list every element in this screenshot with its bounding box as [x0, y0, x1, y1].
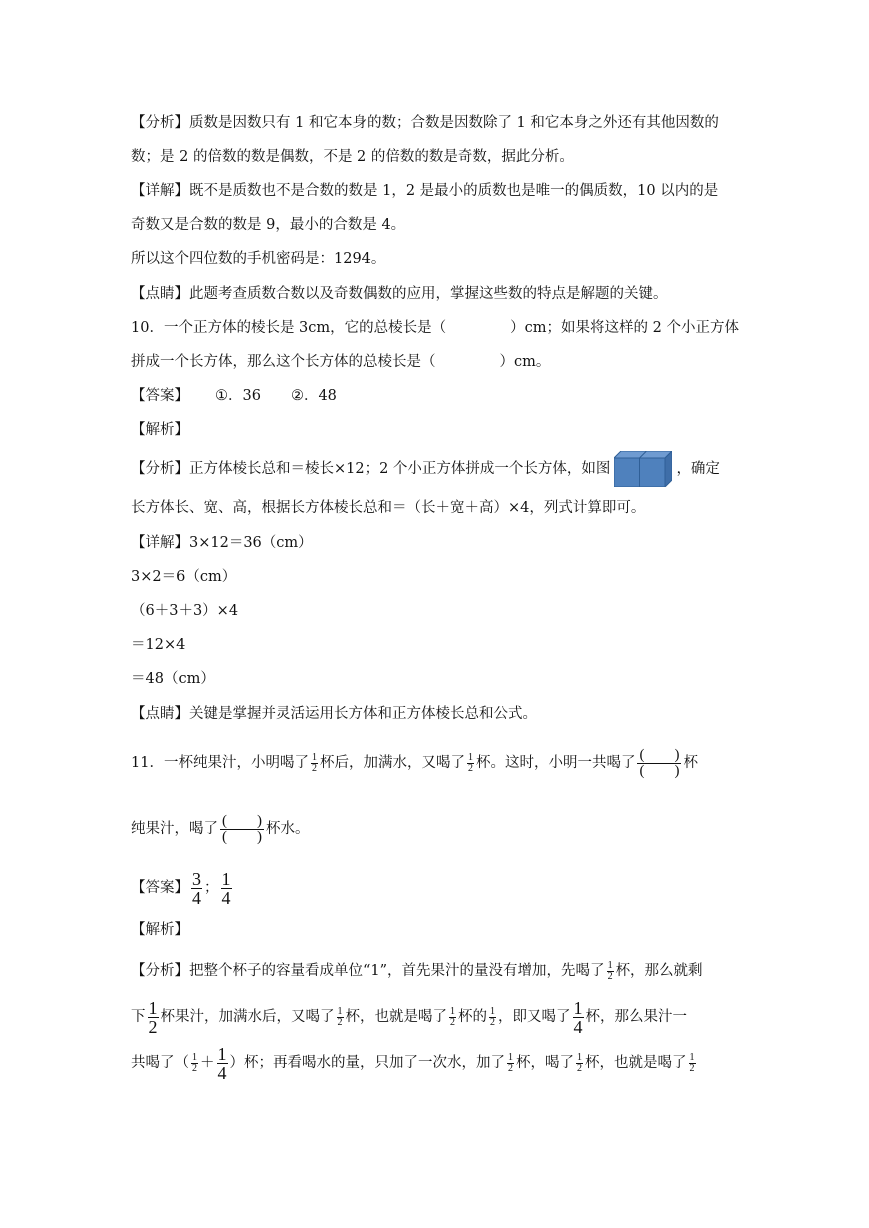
- q11-analysis-part: ，即又喝了: [498, 1009, 571, 1025]
- q10-analysis-part: 【分析】正方体棱长总和＝棱长×12；2 个小正方体拼成一个长方体，如图: [131, 461, 611, 477]
- fraction-one-half: $\frac{1}{2}$: [508, 1051, 513, 1074]
- q10-analysis-line-2: 长方体长、宽、高，根据长方体棱长总和＝（长＋宽＋高）×4，列式计算即可。: [131, 500, 646, 516]
- q11-analysis-part: 杯，那么果汁一: [585, 1009, 687, 1025]
- fraction-one-half: $\frac{1}{2}$: [311, 751, 317, 774]
- fraction-one-half: $\frac{1}{2}$: [577, 1051, 582, 1074]
- q11-analysis-line-1: [131, 954, 703, 988]
- fraction-one-half: $\frac{1}{2}$: [490, 1005, 495, 1028]
- fraction-blank: $\frac{( )}{( )}$: [222, 812, 262, 845]
- fraction-one-half: $\frac{1}{2}$: [192, 1051, 197, 1074]
- answer-label: 【答案】: [131, 880, 189, 896]
- fraction-one-half: $\frac{1}{2}$: [337, 1005, 343, 1028]
- q10-detail-line-3: （6＋3＋3）×4: [131, 603, 239, 619]
- q11-analysis-line-3: [131, 1041, 698, 1085]
- q10-analysis-part: ，确定: [676, 461, 720, 477]
- q10-stem-line-1: [131, 318, 739, 338]
- q11-analysis-part: 杯果汁，加满水后，又喝了: [160, 1009, 335, 1025]
- q9-analysis-line-1: 【分析】质数是因数只有 1 和它本身的数；合数是因数除了 1 和它本身之外还有其他因数的: [131, 115, 719, 131]
- q9-conclusion: 所以这个四位数的手机密码是：1294。: [131, 251, 386, 267]
- fraction-one-half: $\frac{1}{2}$: [450, 1005, 455, 1028]
- fraction-one-quarter-large: $\frac{1}{4}$: [573, 997, 583, 1037]
- q10-detail-line-5: ＝48（cm）: [131, 671, 215, 687]
- q11-answer: [131, 865, 234, 911]
- q10-stem-line-2: [131, 352, 550, 372]
- q10-detail-line-2: 3×2＝6（cm）: [131, 569, 237, 585]
- fraction-one-half-large: $\frac{1}{2}$: [148, 997, 158, 1037]
- q11-analysis-part: 下: [131, 1009, 146, 1025]
- q9-analysis-line-2: 数；是 2 的倍数的数是偶数，不是 2 的倍数的数是奇数，据此分析。: [131, 149, 574, 165]
- q11-stem-part: 杯水。: [266, 821, 310, 837]
- q10-stem-part: ）cm。: [499, 354, 551, 370]
- fraction-one-half: $\frac{1}{2}$: [689, 1051, 695, 1074]
- q11-analysis-part: 共喝了（: [131, 1055, 189, 1071]
- q11-analysis-part: 杯的: [458, 1009, 487, 1025]
- q11-analysis-part: 杯，也就是喝了: [345, 1009, 447, 1025]
- q11-analysis-line-2: [131, 995, 687, 1039]
- q11-stem-part: 杯。这时，小明一共喝了: [475, 755, 636, 771]
- q11-analysis-part: 【分析】把整个杯子的容量看成单位“1”，首先果汁的量没有增加，先喝了: [131, 963, 605, 979]
- fraction-one-quarter-large: $\frac{1}{4}$: [217, 1043, 227, 1083]
- q10-stem-part: 拼成一个长方体，那么这个长方体的总棱长是（: [131, 354, 436, 370]
- answer-fraction-three-quarters: $\frac{3}{4}$: [192, 868, 201, 908]
- q10-detail-line-4: ＝12×4: [131, 637, 186, 653]
- q11-stem-part: 纯果汁，喝了: [131, 821, 218, 837]
- plus-sign: ＋: [200, 1055, 215, 1071]
- fraction-one-half: $\frac{1}{2}$: [607, 959, 613, 982]
- q11-analysis-part: 杯，喝了: [516, 1055, 574, 1071]
- answer-separator: ；: [204, 880, 219, 896]
- q11-stem-part: 杯后，加满水，又喝了: [319, 755, 465, 771]
- q11-stem-line-1: [131, 741, 698, 785]
- answer-fraction-one-quarter: $\frac{1}{4}$: [221, 868, 231, 908]
- answer-label: 【答案】: [131, 388, 189, 404]
- q9-detail-line-2: 奇数又是合数的数是 9，最小的合数是 4。: [131, 217, 406, 233]
- q11-stem-part: 杯: [683, 755, 698, 771]
- q11-analysis-part: ）杯；再看喝水的量，只加了一次水，加了: [229, 1055, 505, 1071]
- q10-stem-part: 10．一个正方体的棱长是 3cm，它的总棱长是（: [131, 320, 447, 336]
- q10-comment: 【点睛】关键是掌握并灵活运用长方体和正方体棱长总和公式。: [131, 706, 537, 722]
- q9-comment: 【点睛】此题考查质数合数以及奇数偶数的应用，掌握这些数的特点是解题的关键。: [131, 286, 668, 302]
- q10-detail-line-1: 【详解】3×12＝36（cm）: [131, 535, 313, 551]
- fraction-one-half: $\frac{1}{2}$: [467, 751, 473, 774]
- q11-stem-part: 11．一杯纯果汁，小明喝了: [131, 755, 309, 771]
- q10-stem-part: ）cm；如果将这样的 2 个小正方体: [510, 320, 739, 336]
- q9-detail-line-1: 【详解】既不是质数也不是合数的数是 1，2 是最小的质数也是唯一的偶质数，10 以内的是: [131, 183, 719, 199]
- q11-analysis-part: 杯，也就是喝了: [585, 1055, 687, 1071]
- q10-answer-1: ①．36: [215, 388, 261, 404]
- cuboid-figure: [614, 451, 672, 487]
- q11-analysis-part: 杯，那么就剩: [615, 963, 703, 979]
- q10-answer: [131, 386, 337, 406]
- q10-jiexi-label: 【解析】: [131, 422, 189, 438]
- q11-jiexi-label: 【解析】: [131, 922, 189, 938]
- q10-analysis-line-1: [131, 451, 720, 487]
- q11-stem-line-2: [131, 807, 310, 851]
- q10-answer-2: ②．48: [290, 388, 337, 404]
- fraction-blank: $\frac{( )}{( )}$: [639, 746, 680, 779]
